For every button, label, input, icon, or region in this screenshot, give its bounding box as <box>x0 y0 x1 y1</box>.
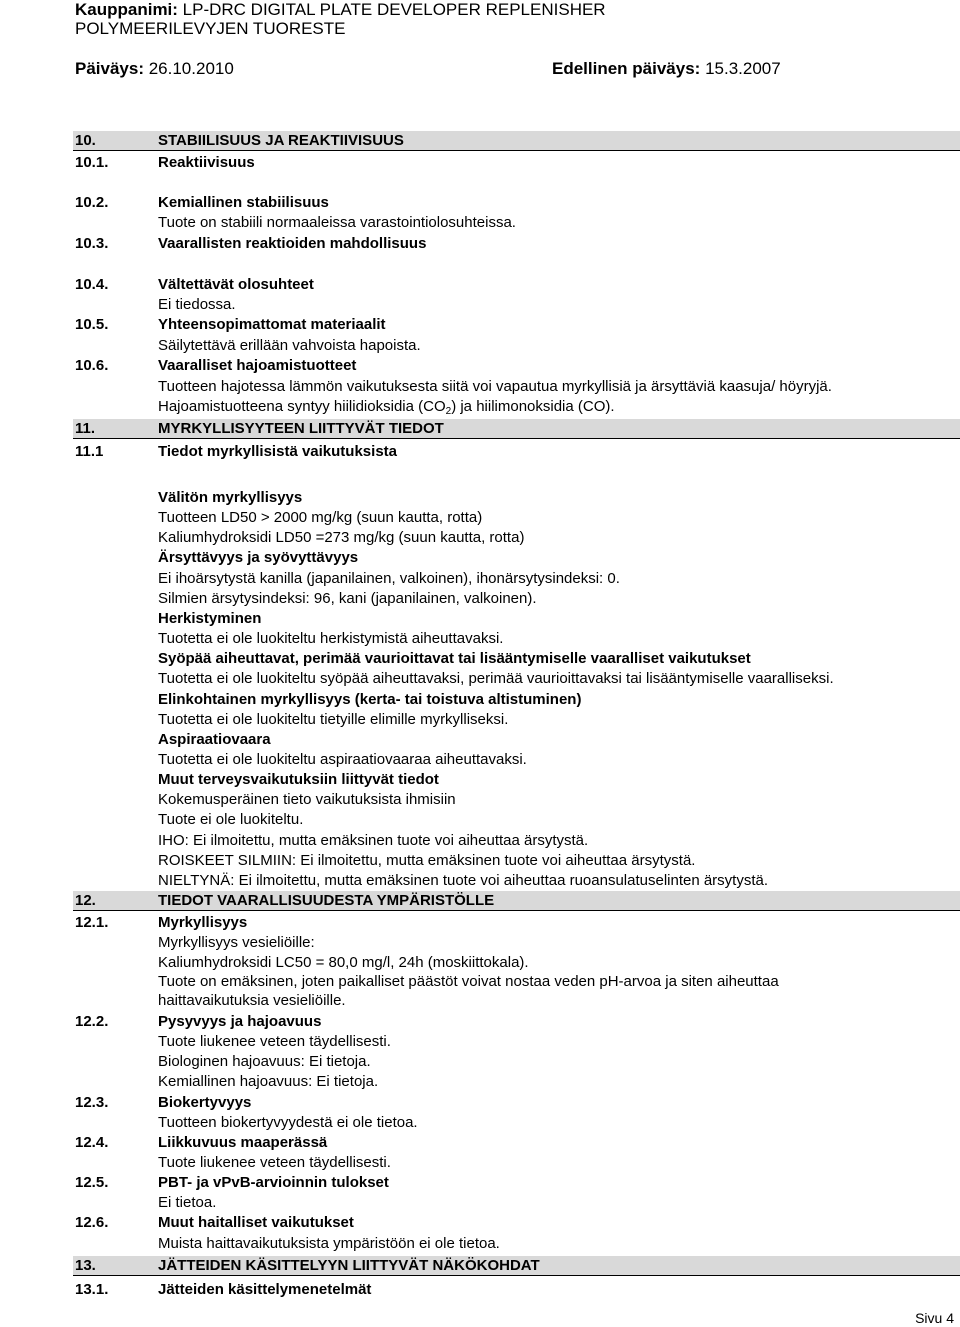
body-text <box>75 397 960 417</box>
subsection-12-3 <box>75 1093 960 1113</box>
text-fragment: Hajoamistuotteena syntyy hiilidioksidia (CO <box>158 398 446 415</box>
body-text <box>75 953 960 973</box>
subsection-number: 10.4. <box>75 276 109 293</box>
toxicology-subheading <box>75 488 960 508</box>
header-line-2: POLYMEERILEVYJEN TUORESTE <box>75 19 346 38</box>
body-text <box>75 336 960 356</box>
section-number: 13. <box>75 1257 96 1274</box>
toxicology-text <box>75 569 960 589</box>
text-fragment: ) ja hiilimonoksidia (CO). <box>451 398 615 415</box>
toxicology-text <box>75 508 960 528</box>
body-text <box>75 1032 960 1052</box>
section-10-heading <box>73 131 960 151</box>
section-number: 11. <box>75 420 96 437</box>
subsection-10-5 <box>75 315 960 335</box>
paragraph: Kaliumhydroksidi LC50 = 80,0 mg/l, 24h (moskiittokala). <box>158 954 529 971</box>
body-text <box>75 1113 960 1133</box>
subsection-title: Liikkuvuus maaperässä <box>158 1134 328 1151</box>
subsection-12-4 <box>75 1133 960 1153</box>
subsection-number: 10.6. <box>75 357 109 374</box>
date-value: 26.10.2010 <box>144 59 234 78</box>
toxicology-subheading <box>75 770 960 790</box>
page-number: Sivu 4 <box>915 1310 954 1326</box>
body-text <box>75 1052 960 1072</box>
line-text: Herkistyminen <box>158 610 262 627</box>
subsection-number: 12.2. <box>75 1013 109 1030</box>
paragraph: haittavaikutuksia vesieliöille. <box>158 992 346 1009</box>
subsection-number: 10.1. <box>75 154 109 171</box>
paragraph: Ei tietoa. <box>158 1194 217 1211</box>
subsection-title: Yhteensopimattomat materiaalit <box>158 316 386 333</box>
line-text: ROISKEET SILMIIN: Ei ilmoitettu, mutta emäksinen tuote voi aiheuttaa ärsytystä. <box>158 852 696 869</box>
subsection-12-2 <box>75 1012 960 1032</box>
date-line <box>75 59 234 79</box>
toxicology-text <box>75 810 960 830</box>
toxicology-text <box>75 851 960 871</box>
toxicology-text <box>75 750 960 770</box>
line-text: Aspiraatiovaara <box>158 731 271 748</box>
subsection-10-2 <box>75 193 960 213</box>
toxicology-text <box>75 669 960 689</box>
paragraph: Tuotteen hajotessa lämmön vaikutuksesta siitä voi vapautua myrkyllisiä ja ärsyttäviä kaasuja/ höyryjä. <box>158 378 832 395</box>
line-text: Tuotetta ei ole luokiteltu syöpää aiheuttavaksi, perimää vaurioittavaksi tai lisääntymiselle vaaralliseksi. <box>158 670 834 687</box>
subsection-title: Muut haitalliset vaikutukset <box>158 1214 354 1231</box>
section-13-heading <box>73 1256 960 1276</box>
toxicology-subheading <box>75 609 960 629</box>
toxicology-text <box>75 871 960 891</box>
body-text <box>75 295 960 315</box>
subsection-13-1 <box>75 1280 960 1300</box>
body-text <box>75 991 960 1011</box>
subsection-title: Vaarallisten reaktioiden mahdollisuus <box>158 235 427 252</box>
subsection-title: Vältettävät olosuhteet <box>158 276 314 293</box>
body-text <box>75 1193 960 1213</box>
subsection-title: Tiedot myrkyllisistä vaikutuksista <box>158 443 397 460</box>
section-number: 12. <box>75 892 96 909</box>
subsection-title: Jätteiden käsittelymenetelmät <box>158 1281 372 1298</box>
paragraph: Kemiallinen hajoavuus: Ei tietoja. <box>158 1073 379 1090</box>
subsection-11-1 <box>75 442 960 462</box>
trade-name-value: LP-DRC DIGITAL PLATE DEVELOPER REPLENISHER <box>177 0 606 19</box>
line-text: NIELTYNÄ: Ei ilmoitettu, mutta emäksinen tuote voi aiheuttaa ruoansulatuselinten ärsytystä. <box>158 872 769 889</box>
line-text: Tuotteen LD50 > 2000 mg/kg (suun kautta, rotta) <box>158 509 483 526</box>
paragraph: Myrkyllisyys vesieliöille: <box>158 934 315 951</box>
previous-date-line <box>552 59 781 79</box>
section-number: 10. <box>75 132 96 149</box>
toxicology-text <box>75 790 960 810</box>
body-text <box>75 377 960 397</box>
subsection-10-6 <box>75 356 960 376</box>
subsection-title: Biokertyvyys <box>158 1094 252 1111</box>
subsection-12-6 <box>75 1213 960 1233</box>
line-text: Ärsyttävyys ja syövyttävyys <box>158 549 359 566</box>
subscript: 2 <box>445 406 452 417</box>
line-text: Silmien ärsytysindeksi: 96, kani (japanilainen, valkoinen). <box>158 590 537 607</box>
line-text: Tuotetta ei ole luokiteltu herkistymistä aiheuttavaksi. <box>158 630 504 647</box>
toxicology-text <box>75 589 960 609</box>
line-text: Kokemusperäinen tieto vaikutuksista ihmisiin <box>158 791 456 808</box>
subsection-number: 12.4. <box>75 1134 109 1151</box>
subsection-title: PBT- ja vPvB-arvioinnin tulokset <box>158 1174 389 1191</box>
subsection-number: 12.3. <box>75 1094 109 1111</box>
subsection-10-1 <box>75 153 960 173</box>
section-title: STABIILISUUS JA REAKTIIVISUUS <box>158 132 404 149</box>
section-title: JÄTTEIDEN KÄSITTELYYN LIITTYVÄT NÄKÖKOHDAT <box>158 1257 540 1274</box>
subsection-number: 11.1 <box>75 443 104 460</box>
paragraph: Muista haittavaikutuksista ympäristöön ei ole tietoa. <box>158 1235 500 1252</box>
previous-date-value: 15.3.2007 <box>700 59 781 78</box>
section-11-heading <box>73 419 960 439</box>
toxicology-subheading <box>75 649 960 669</box>
previous-date-label: Edellinen päiväys: <box>552 59 701 78</box>
subsection-title: Reaktiivisuus <box>158 154 255 171</box>
body-text <box>75 1234 960 1254</box>
line-text: Tuotetta ei ole luokiteltu aspiraatiovaaraa aiheuttavaksi. <box>158 751 527 768</box>
line-text: IHO: Ei ilmoitettu, mutta emäksinen tuote voi aiheuttaa ärsytystä. <box>158 832 589 849</box>
subsection-number: 12.5. <box>75 1174 109 1191</box>
subsection-10-3 <box>75 234 960 254</box>
date-label: Päiväys: <box>75 59 144 78</box>
subsection-title: Kemiallinen stabiilisuus <box>158 194 329 211</box>
subsection-number: 10.5. <box>75 316 109 333</box>
line-text: Ei ihoärsytystä kanilla (japanilainen, valkoinen), ihonärsytysindeksi: 0. <box>158 570 620 587</box>
paragraph: Biologinen hajoavuus: Ei tietoja. <box>158 1053 371 1070</box>
paragraph: Tuote liukenee veteen täydellisesti. <box>158 1154 391 1171</box>
toxicology-text <box>75 710 960 730</box>
subsection-12-5 <box>75 1173 960 1193</box>
line-text: Muut terveysvaikutuksiin liittyvät tiedot <box>158 771 439 788</box>
toxicology-subheading <box>75 730 960 750</box>
subsection-title: Vaaralliset hajoamistuotteet <box>158 357 357 374</box>
toxicology-text <box>75 629 960 649</box>
line-text: Tuotetta ei ole luokiteltu tietyille elimille myrkylliseksi. <box>158 711 509 728</box>
body-text <box>75 1153 960 1173</box>
paragraph: Säilytettävä erillään vahvoista hapoista. <box>158 337 421 354</box>
header-line-1 <box>75 0 606 20</box>
trade-name-label: Kauppanimi: <box>75 0 178 19</box>
subsection-number: 10.3. <box>75 235 109 252</box>
subsection-10-4 <box>75 275 960 295</box>
line-text: Kaliumhydroksidi LD50 =273 mg/kg (suun kautta, rotta) <box>158 529 525 546</box>
paragraph: Tuotteen biokertyvyydestä ei ole tietoa. <box>158 1114 418 1131</box>
subsection-number: 12.1. <box>75 914 109 931</box>
line-text: Syöpää aiheuttavat, perimää vaurioittavat tai lisääntymiselle vaaralliset vaikutukset <box>158 650 751 667</box>
subsection-title: Myrkyllisyys <box>158 914 248 931</box>
toxicology-text <box>75 528 960 548</box>
paragraph: Ei tiedossa. <box>158 296 236 313</box>
body-text <box>75 972 960 992</box>
section-title: TIEDOT VAARALLISUUDESTA YMPÄRISTÖLLE <box>158 892 495 909</box>
toxicology-subheading <box>75 690 960 710</box>
toxicology-subheading <box>75 548 960 568</box>
subsection-number: 13.1. <box>75 1281 109 1298</box>
toxicology-text <box>75 831 960 851</box>
section-title: MYRKYLLISYYTEEN LIITTYVÄT TIEDOT <box>158 420 444 437</box>
subsection-number: 12.6. <box>75 1214 109 1231</box>
paragraph: Tuote on emäksinen, joten paikalliset päästöt voivat nostaa veden pH-arvoa ja siten aiheuttaa <box>158 973 779 990</box>
line-text: Tuote ei ole luokiteltu. <box>158 811 304 828</box>
subsection-12-1 <box>75 913 960 933</box>
paragraph: Tuote on stabiili normaaleissa varastointiolosuhteissa. <box>158 214 516 231</box>
body-text <box>75 213 960 233</box>
body-text <box>75 1072 960 1092</box>
paragraph: Tuote liukenee veteen täydellisesti. <box>158 1033 391 1050</box>
subsection-title: Pysyvyys ja hajoavuus <box>158 1013 322 1030</box>
line-text: Välitön myrkyllisyys <box>158 489 303 506</box>
body-text <box>75 933 960 953</box>
subsection-number: 10.2. <box>75 194 109 211</box>
line-text: Elinkohtainen myrkyllisyys (kerta- tai toistuva altistuminen) <box>158 691 582 708</box>
section-12-heading <box>73 891 960 911</box>
